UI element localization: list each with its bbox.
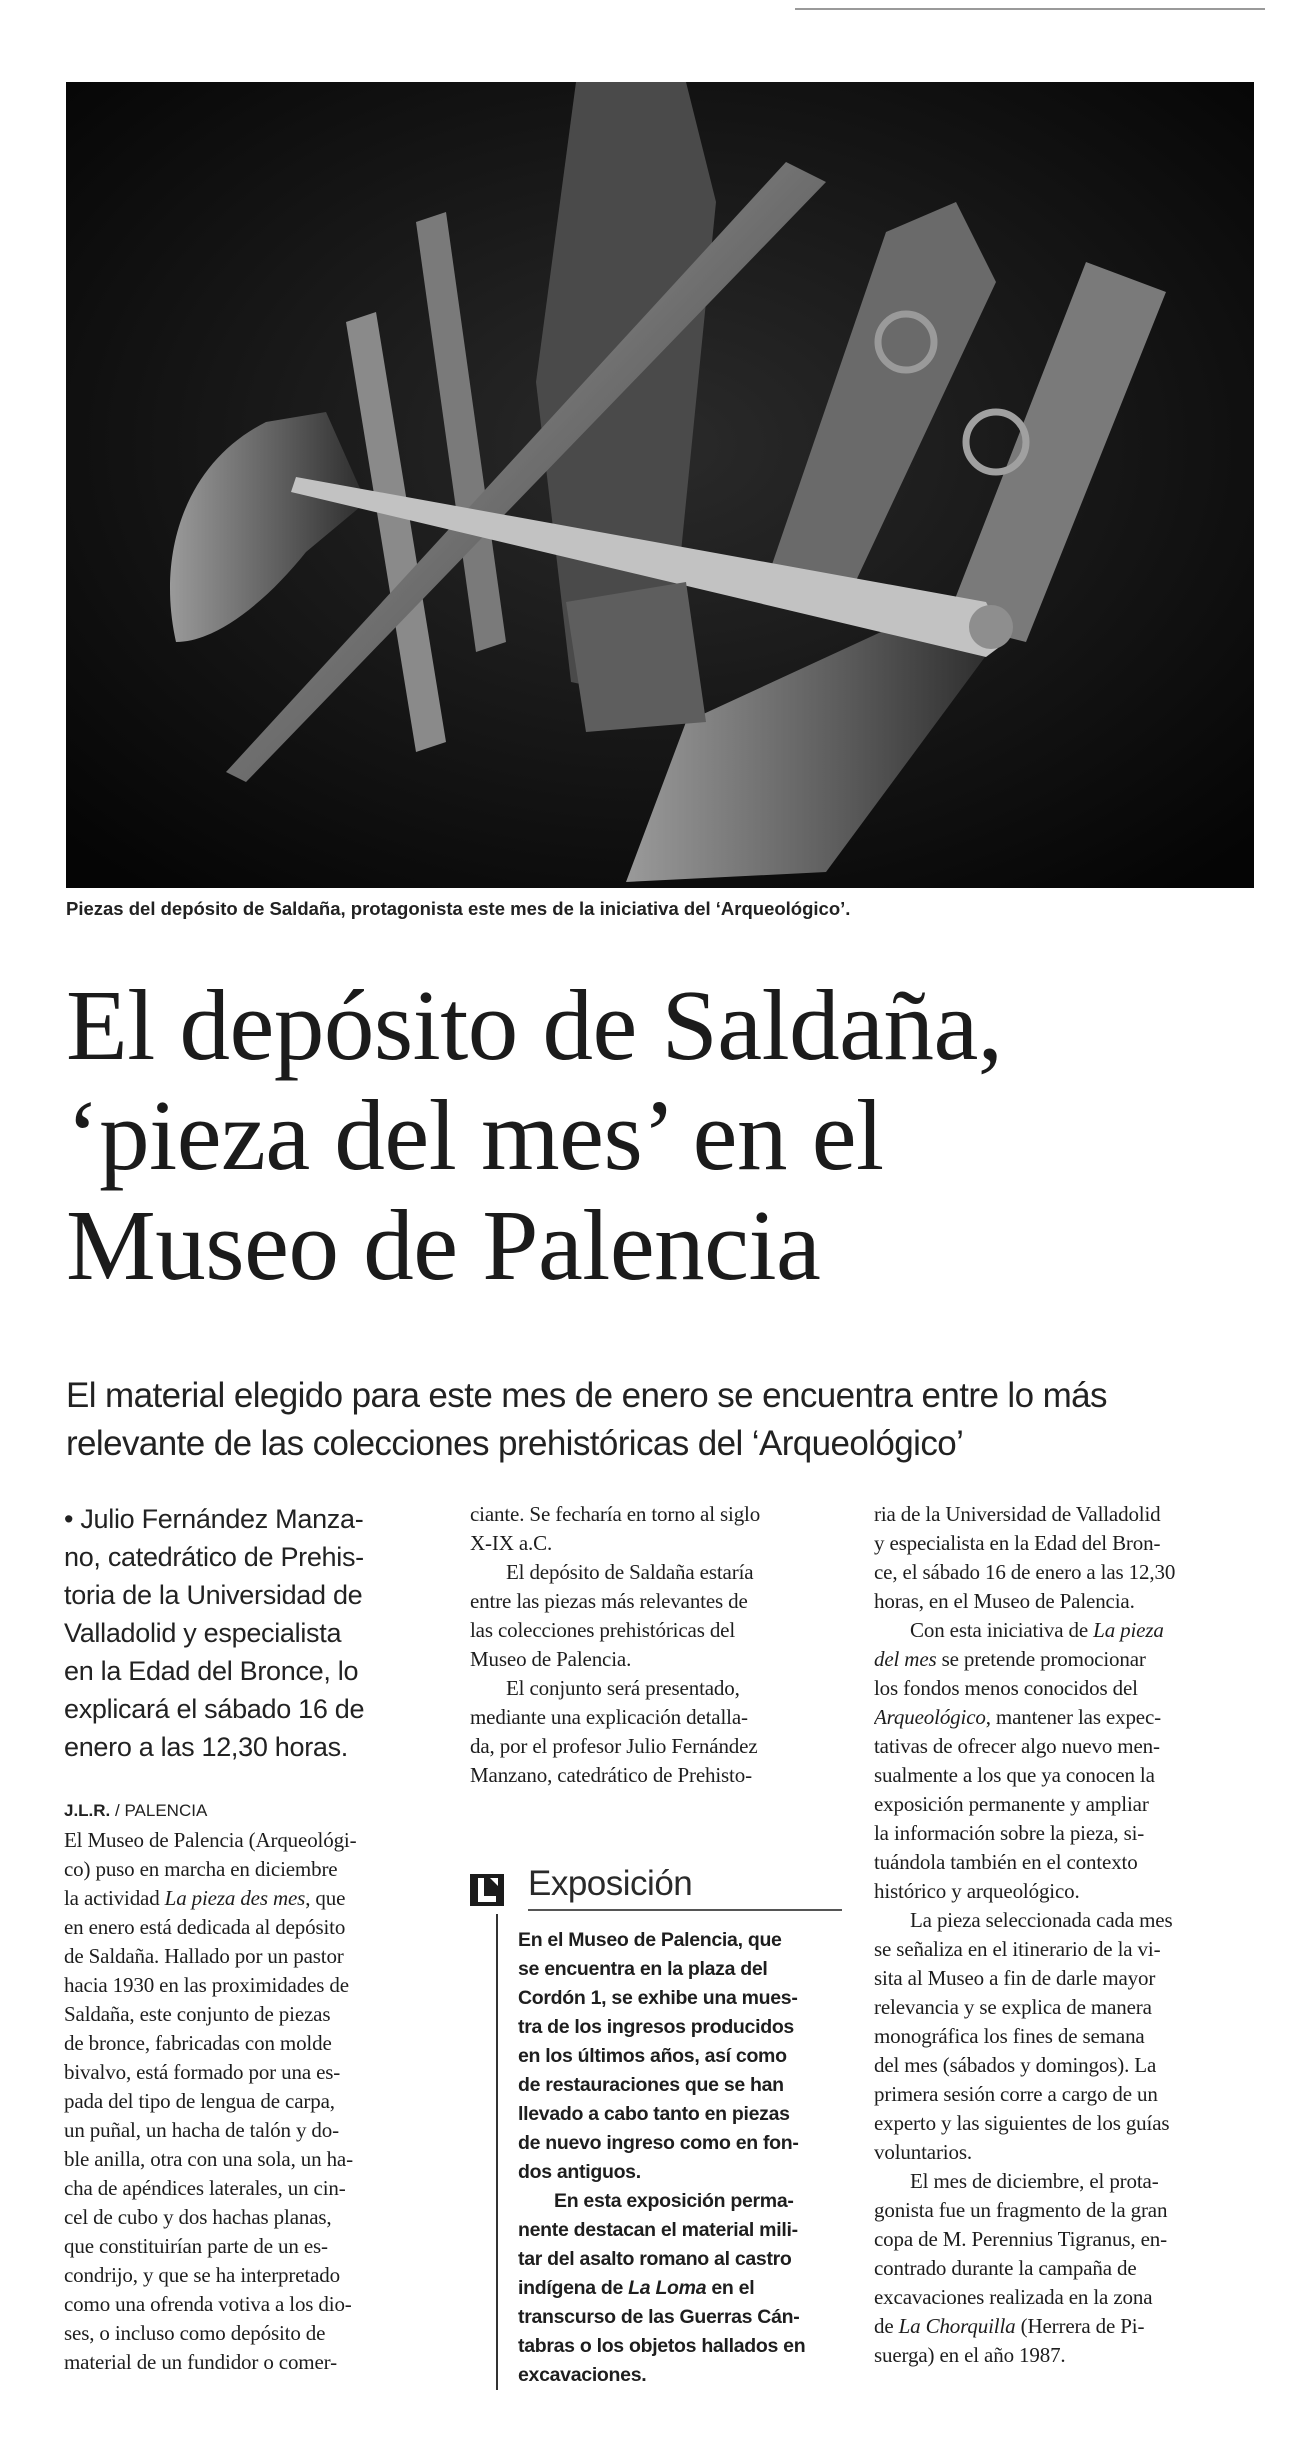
text-line: tuándola también en el contexto — [874, 1850, 1138, 1874]
sidebar-body — [496, 1914, 842, 2390]
text-line: experto y las siguientes de los guías — [874, 2111, 1170, 2135]
text-line: Manzano, catedrático de Prehisto- — [470, 1763, 752, 1787]
lead-line: toria de la Universidad de — [64, 1580, 363, 1610]
italic-title: La pieza — [1093, 1618, 1164, 1642]
text-line: los fondos menos conocidos del — [874, 1676, 1138, 1700]
headline-line: Museo de Palencia — [66, 1189, 821, 1301]
text-line: relevancia y se explica de manera — [874, 1995, 1152, 2019]
text-line: El Museo de Palencia (Arqueológi- — [64, 1828, 357, 1852]
text-span: , que — [305, 1886, 346, 1910]
text-line: ble anilla, otra con una sola, un ha- — [64, 2147, 353, 2171]
text-line — [518, 2274, 842, 2303]
text-line: Museo de Palencia. — [470, 1647, 632, 1671]
text-line: pada del tipo de lengua de carpa, — [64, 2089, 335, 2113]
lead-summary — [64, 1500, 434, 1766]
lead-line: no, catedrático de Prehis- — [64, 1542, 364, 1572]
text-line — [64, 1884, 434, 1913]
text-line: sita al Museo a fin de darle mayor — [874, 1966, 1156, 1990]
text-line: Saldaña, este conjunto de piezas — [64, 2002, 331, 2026]
text-span: en el — [706, 2277, 755, 2299]
text-line: se encuentra en la plaza del — [518, 1958, 768, 1980]
sidebar-header — [470, 1862, 842, 1914]
text-line: tra de los ingresos producidos — [518, 2016, 794, 2038]
text-line: El mes de diciembre, el prota- — [910, 2169, 1159, 2193]
lead-line: en la Edad del Bronce, lo — [64, 1656, 359, 1686]
text-line: de Saldaña. Hallado por un pastor — [64, 1944, 344, 1968]
text-line: En esta exposición perma- — [554, 2190, 794, 2212]
text-line: se señaliza en el itinerario de la vi- — [874, 1937, 1161, 1961]
lead-line: explicará el sábado 16 de — [64, 1694, 365, 1724]
text-line: La pieza seleccionada cada mes — [910, 1908, 1173, 1932]
text-line: bivalvo, está formado por una es- — [64, 2060, 341, 2084]
text-line: mediante una explicación detalla- — [470, 1705, 748, 1729]
text-line — [874, 1645, 1254, 1674]
text-line: ciante. Se fecharía en torno al siglo — [470, 1502, 761, 1526]
text-span: (Herrera de Pi- — [1015, 2314, 1145, 2338]
text-line: llevado a cabo tanto en piezas — [518, 2103, 790, 2125]
text-line: El depósito de Saldaña estaría — [506, 1560, 754, 1584]
italic-title: del mes — [874, 1647, 937, 1671]
lead-line: • Julio Fernández Manza- — [64, 1504, 364, 1534]
text-line: tar del asalto romano al castro — [518, 2248, 792, 2270]
text-line: de restauraciones que se han — [518, 2074, 784, 2096]
text-line — [874, 2312, 1254, 2341]
exposicion-sidebar — [470, 1862, 842, 2390]
text-span: la actividad — [64, 1886, 165, 1910]
text-line: en los últimos años, así como — [518, 2045, 787, 2067]
byline-place: PALENCIA — [124, 1801, 208, 1820]
lead-line: enero a las 12,30 horas. — [64, 1732, 348, 1762]
text-line: hacia 1930 en las proximidades de — [64, 1973, 349, 1997]
text-line: sualmente a los que ya conocen la — [874, 1763, 1155, 1787]
text-line: copa de M. Perennius Tigranus, en- — [874, 2227, 1167, 2251]
bronze-artifacts-photo-icon — [66, 82, 1254, 888]
text-line: X-IX a.C. — [470, 1531, 553, 1555]
italic-place: La Chorquilla — [898, 2314, 1016, 2338]
subheadline-line: relevante de las colecciones prehistóricas del ‘Arqueológico’ — [66, 1424, 964, 1463]
text-line — [874, 1616, 1254, 1645]
byline-author: J.L.R. — [64, 1801, 111, 1820]
text-line: las colecciones prehistóricas del — [470, 1618, 736, 1642]
text-line: material de un fundidor o comer- — [64, 2350, 337, 2374]
photo-caption: Piezas del depósito de Saldaña, protagonista este mes de la iniciativa del ‘Arqueológico’. — [66, 898, 851, 919]
text-line: ce, el sábado 16 de enero a las 12,30 — [874, 1560, 1176, 1584]
text-line: de nuevo ingreso como en fon- — [518, 2132, 799, 2154]
headline-line: El depósito de Saldaña, — [66, 969, 1003, 1081]
subheadline — [66, 1372, 1256, 1468]
text-line: El conjunto será presentado, — [506, 1676, 740, 1700]
subheadline-line: El material elegido para este mes de enero se encuentra entre lo más — [66, 1376, 1107, 1415]
text-line: gonista fue un fragmento de la gran — [874, 2198, 1168, 2222]
text-line: horas, en el Museo de Palencia. — [874, 1589, 1135, 1613]
text-line: En el Museo de Palencia, que — [518, 1929, 782, 1951]
text-span: Con esta iniciativa de — [910, 1618, 1094, 1642]
text-line: monográfica los fines de semana — [874, 2024, 1145, 2048]
text-line: excavaciones. — [518, 2364, 647, 2386]
article-body-col3 — [874, 1500, 1254, 2370]
text-line: primera sesión corre a cargo de un — [874, 2082, 1158, 2106]
italic-title: La pieza des mes — [164, 1886, 306, 1910]
article-body-col2 — [470, 1500, 840, 1790]
text-line: del mes (sábados y domingos). La — [874, 2053, 1157, 2077]
column-2 — [470, 1500, 840, 1790]
text-line: suerga) en el año 1987. — [874, 2343, 1066, 2367]
text-line: de bronce, fabricadas con molde — [64, 2031, 332, 2055]
text-span: se pretende promocionar — [936, 1647, 1146, 1671]
text-line: exposición permanente y ampliar — [874, 1792, 1149, 1816]
newspaper-logo-icon — [470, 1874, 504, 1906]
text-line: entre las piezas más relevantes de — [470, 1589, 748, 1613]
text-line: co) puso en marcha en diciembre — [64, 1857, 338, 1881]
text-span: de — [874, 2314, 899, 2338]
italic-place: La Loma — [628, 2277, 707, 2299]
sidebar-rule — [528, 1909, 842, 1911]
text-line: Cordón 1, se exhibe una mues- — [518, 1987, 798, 2009]
text-line: da, por el profesor Julio Fernández — [470, 1734, 758, 1758]
text-line: ria de la Universidad de Valladolid — [874, 1502, 1161, 1526]
text-line: la información sobre la pieza, si- — [874, 1821, 1145, 1845]
text-line: tabras o los objetos hallados en — [518, 2335, 806, 2357]
text-line: nente destacan el material mili- — [518, 2219, 798, 2241]
column-3 — [874, 1500, 1254, 2370]
text-line: condrijo, y que se ha interpretado — [64, 2263, 340, 2287]
text-line: un puñal, un hacha de talón y do- — [64, 2118, 339, 2142]
column-1 — [64, 1500, 434, 2377]
text-line: ses, o incluso como depósito de — [64, 2321, 326, 2345]
byline-separator: / — [110, 1801, 125, 1820]
artifacts-photo — [66, 82, 1254, 888]
text-line — [874, 1703, 1254, 1732]
headline — [66, 970, 1256, 1300]
text-line: tativas de ofrecer algo nuevo men- — [874, 1734, 1160, 1758]
text-line: excavaciones realizada en la zona — [874, 2285, 1153, 2309]
text-span: , mantener las expec- — [985, 1705, 1161, 1729]
lead-line: Valladolid y especialista — [64, 1618, 342, 1648]
headline-line: ‘pieza del mes’ en el — [66, 1079, 884, 1191]
text-line: contrado durante la campaña de — [874, 2256, 1137, 2280]
text-line: como una ofrenda votiva a los dio- — [64, 2292, 352, 2316]
text-line: en enero está dedicada al depósito — [64, 1915, 346, 1939]
text-line: cha de apéndices laterales, un cin- — [64, 2176, 346, 2200]
text-line: que constituirían parte de un es- — [64, 2234, 328, 2258]
text-line: dos antiguos. — [518, 2161, 641, 2183]
top-rule — [795, 8, 1265, 10]
byline — [64, 1800, 434, 1822]
sidebar-title: Exposición — [528, 1864, 693, 1903]
article-body-col1 — [64, 1826, 434, 2377]
text-span: indígena de — [518, 2277, 629, 2299]
text-line: y especialista en la Edad del Bron- — [874, 1531, 1161, 1555]
italic-title: Arqueológico — [874, 1705, 986, 1729]
text-line: voluntarios. — [874, 2140, 972, 2164]
text-line: transcurso de las Guerras Cán- — [518, 2306, 800, 2328]
text-line: histórico y arqueológico. — [874, 1879, 1080, 1903]
text-line: cel de cubo y dos hachas planas, — [64, 2205, 332, 2229]
